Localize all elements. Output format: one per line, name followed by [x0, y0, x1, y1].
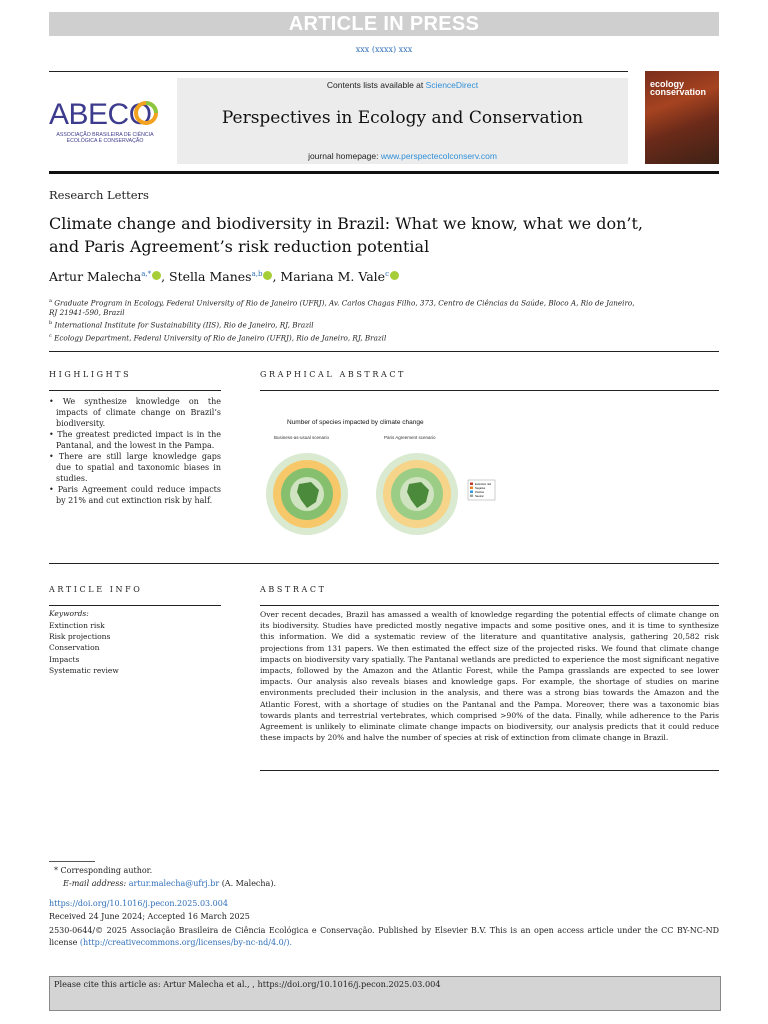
top-rule — [49, 71, 628, 72]
asterisk-mark: * — [54, 866, 58, 875]
keyword-item: Impacts — [49, 654, 80, 664]
ga-legend-entry: Extinction risk — [475, 483, 491, 486]
graphical-abstract-heading: GRAPHICAL ABSTRACT — [260, 370, 406, 379]
ga-legend-entry: Negative — [475, 487, 486, 490]
abstract-heading: ABSTRACT — [260, 585, 327, 594]
sciencedirect-link[interactable]: ScienceDirect — [425, 80, 479, 90]
highlights-rule — [49, 390, 221, 391]
keywords-label: Keywords: — [49, 609, 89, 618]
publisher-logo-word: ABECO — [49, 98, 152, 131]
author-name[interactable]: Mariana M. Vale — [280, 269, 386, 284]
author-affiliation-mark[interactable]: a,b — [251, 269, 263, 278]
email-owner: (A. Malecha). — [221, 879, 276, 888]
orcid-icon[interactable] — [263, 271, 272, 280]
logo-subtitle-line-2: ECOLÓGICA E CONSERVAÇÃO — [66, 138, 144, 144]
affiliation-mark: c — [49, 332, 52, 339]
divider — [49, 563, 719, 564]
ga-right-wheel — [376, 453, 458, 535]
ga-legend-entry: Positive — [475, 491, 485, 494]
cover-title-line-1: ecology — [650, 79, 685, 89]
issue-line: xxx (xxxx) xxx — [355, 45, 413, 54]
article-title: Climate change and biodiversity in Brazil: What we know, what we don’t, and Paris Agreement’s risk reduction potential — [49, 214, 643, 256]
author-name[interactable]: Artur Malecha — [49, 269, 142, 284]
contents-prefix: Contents lists available at — [326, 80, 424, 90]
ga-left-wheel — [266, 453, 348, 535]
ga-legend-entry: Neutral — [475, 495, 484, 498]
highlight-item: • We synthesize knowledge on the impacts of climate change on Brazil’s biodiversity. — [49, 397, 221, 428]
graphical-abstract-figure[interactable] — [259, 410, 496, 548]
cover-title-line-2: conservation — [650, 87, 707, 97]
article-info-rule — [49, 605, 221, 606]
affiliation-text: Ecology Department, Federal University of Rio de Janeiro (UFRJ), Rio de Janeiro, RJ, Brazil — [54, 333, 387, 343]
orcid-icon[interactable] — [152, 271, 161, 280]
logo-swirl-icon — [133, 100, 159, 126]
article-info-heading: ARTICLE INFO — [49, 585, 143, 594]
author-list: Artur Malecha$^{a,*}$ , Stella Manes$^{a,b}$ , Mariana M. Vale$^c$ — [49, 269, 399, 284]
header-thick-rule — [49, 171, 719, 174]
divider — [49, 351, 719, 352]
corresponding-author-text: Corresponding author. — [60, 866, 153, 875]
author-name[interactable]: Stella Manes — [169, 269, 252, 284]
highlights-heading: HIGHLIGHTS — [49, 370, 132, 379]
homepage-line — [177, 151, 628, 161]
citation-box: Please cite this article as: Artur Malecha et al., , https://doi.org/10.1016/j.pecon.2025.03.004 — [49, 976, 721, 1011]
ga-left-label: Business-as-usual scenario — [274, 435, 330, 440]
keyword-item: Extinction risk — [49, 621, 105, 630]
abstract-text: Over recent decades, Brazil has amassed a wealth of knowledge regarding the potential effects of climate change on its biodiversity. Studies have predicted mostly negative impacts and some positive ones, and it is time to synthesize this information. We did a systematic review of the literature and quantitative analysis, gathering 20,582 risk projections from 131 papers. We then estimated the effect size of the projected risks. We found that climate change impacts on biodiversity vary spatially. The Pantanal wetlands are predicted to experience the most significant negative impacts, followed by the Amazon and the Atlantic Forest, while the Pampa grasslands are expected to see lower impacts. Our analysis also reveals biases and knowledge gaps. For example, the shortage of studies on marine environments precluded their inclusion in the analysis, and there was a strong bias towards the Amazon and the Atlantic Forest, with a shortage of studies on the Pantanal and the Pampa. Moreover, there was a taxonomic bias towards plants and terrestrial vertebrates, which comprised >90% of the data. Finally, while adherence to the Paris Agreement is unlikely to eliminate climate change impacts on biodiversity, our analysis predicts that it could reduce these impacts by 20% and halve the number of species at risk of extinction from climate change in Brazil. — [260, 610, 719, 743]
ga-right-label: Paris Agreement scenario — [384, 435, 436, 440]
graphical-abstract-svg — [259, 410, 496, 548]
email-note — [63, 879, 276, 888]
license-text: 2530-0644/© 2025 Associação Brasileira de Ciência Ecológica e Conservação. Published by Elsevier B.V. This is an open access article under the CC BY-NC-ND license — [49, 926, 719, 947]
email-link[interactable]: artur.malecha@ufrj.br — [128, 879, 220, 888]
ga-figure-title: Number of species impacted by climate change — [287, 419, 424, 426]
orcid-icon[interactable] — [390, 271, 399, 280]
journal-title[interactable]: Perspectives in Ecology and Conservation — [221, 108, 584, 128]
keyword-item: Systematic review — [49, 665, 119, 675]
affiliation-item — [49, 296, 639, 318]
contents-line — [177, 80, 628, 90]
email-label: E-mail address: — [63, 879, 127, 888]
article-section: Research Letters — [49, 188, 149, 202]
affiliations — [49, 296, 639, 343]
author-affiliation-mark[interactable]: c — [385, 269, 389, 278]
highlight-item: • There are still large knowledge gaps due to spatial and taxonomic biases in studies. — [49, 452, 221, 483]
keyword-item: Conservation — [49, 643, 100, 653]
highlights-list — [49, 396, 221, 506]
cover-title — [650, 80, 716, 96]
received-dates: Received 24 June 2024; Accepted 16 March 2025 — [49, 912, 250, 921]
homepage-link[interactable]: www.perspectecolconserv.com — [380, 151, 497, 161]
publisher-logo-subtitle — [49, 132, 161, 144]
affiliation-text: International Institute for Sustainability (IIS), Rio de Janeiro, RJ, Brazil — [54, 320, 314, 330]
keyword-item: Risk projections — [49, 632, 111, 642]
logo-subtitle-line-1: ASSOCIAÇÃO BRASILEIRA DE CIÊNCIA — [56, 132, 154, 138]
author-affiliation-mark[interactable]: a,* — [141, 269, 152, 278]
affiliation-item — [49, 331, 639, 343]
graphical-abstract-rule — [260, 390, 719, 391]
abstract-rule — [260, 605, 719, 606]
keywords-list — [49, 620, 119, 676]
footnote-rule — [49, 861, 95, 862]
affiliation-text: Graduate Program in Ecology, Federal University of Rio de Janeiro (UFRJ), Av. Carlos Chagas Filho, 373, Centro de Ciências da Saúde, Bloco A, Rio de Janeiro, RJ 21941-590, Brazil — [49, 298, 635, 318]
highlight-item: • Paris Agreement could reduce impacts by 21% and cut extinction risk by half. — [49, 485, 222, 505]
license-note — [49, 925, 719, 949]
article-in-press-banner: ARTICLE IN PRESS — [49, 12, 719, 36]
affiliation-mark: a — [49, 298, 52, 304]
license-link[interactable]: (http://creativecommons.org/licenses/by-nc-nd/4.0/). — [79, 938, 293, 947]
abstract-bottom-rule — [260, 770, 719, 771]
affiliation-item — [49, 318, 639, 330]
corresponding-author-note — [54, 866, 152, 875]
doi-link[interactable]: https://doi.org/10.1016/j.pecon.2025.03.004 — [49, 899, 228, 908]
affiliation-mark: b — [49, 320, 53, 327]
ga-legend — [468, 480, 495, 500]
homepage-prefix: journal homepage: — [308, 151, 379, 161]
highlight-item: • The greatest predicted impact is in the Pantanal, and the lowest in the Pampa. — [49, 430, 221, 450]
